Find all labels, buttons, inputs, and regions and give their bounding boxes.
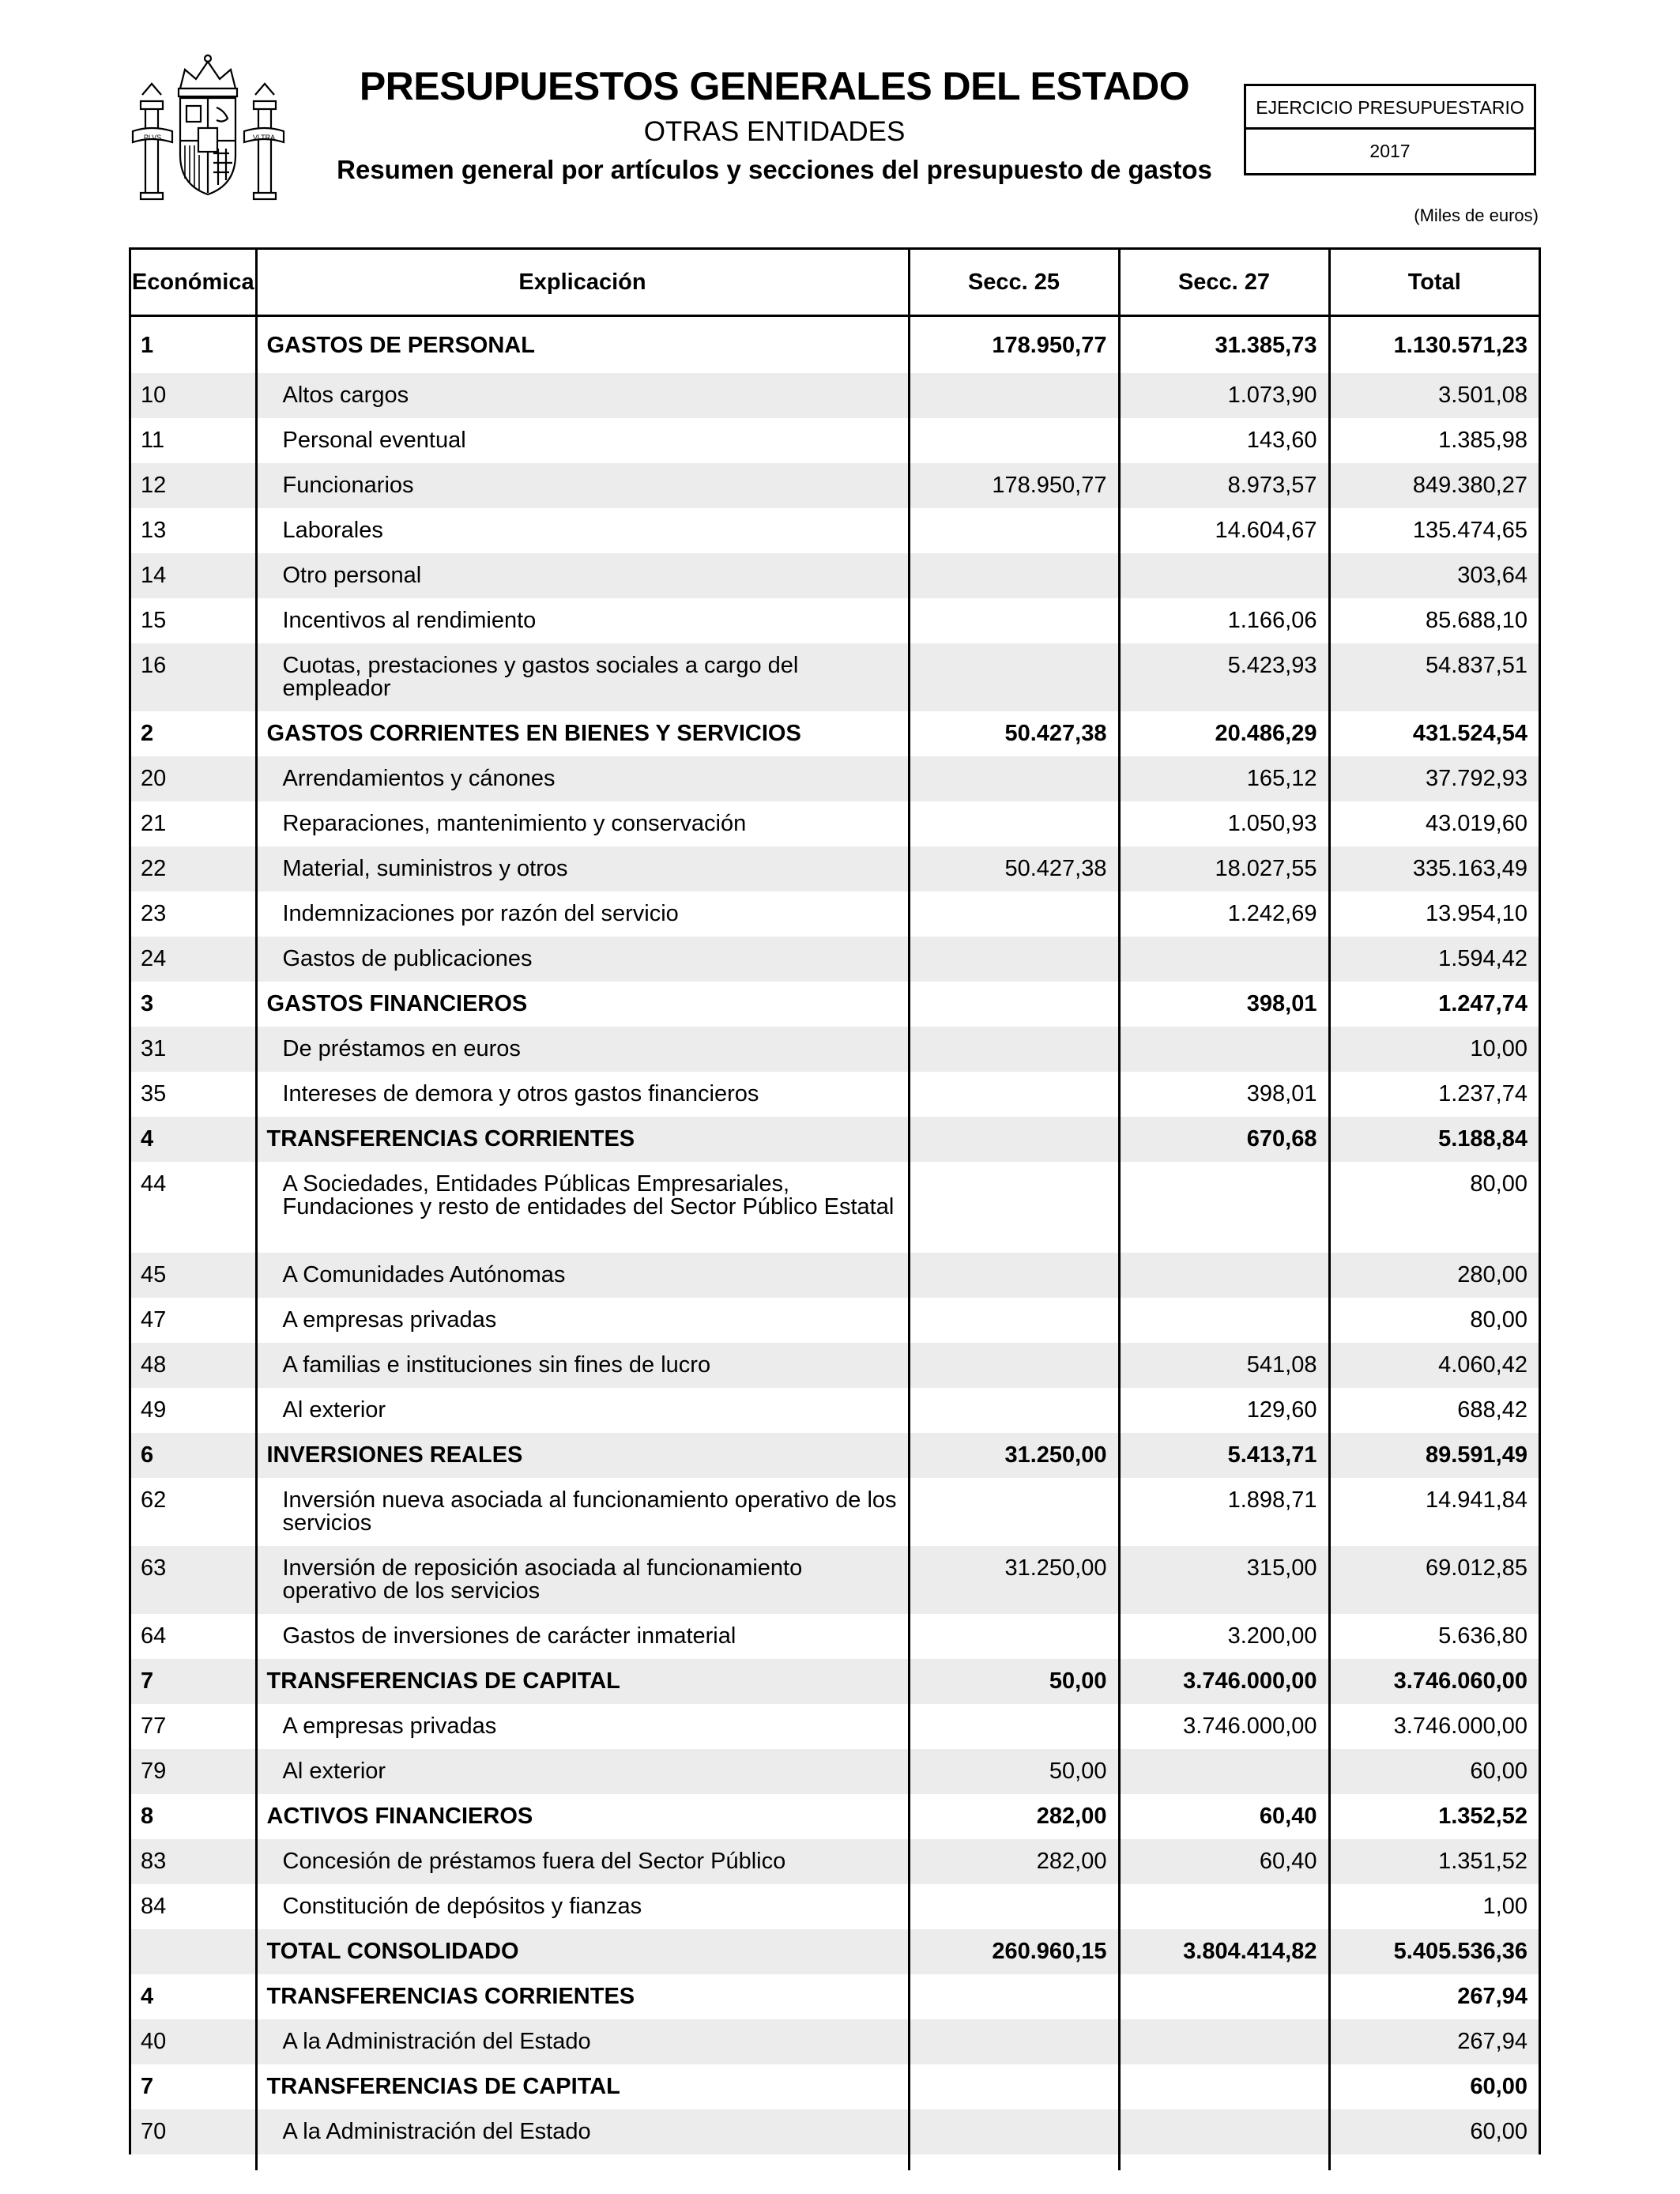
table-row <box>131 316 1539 374</box>
cell-secc25 <box>909 2109 1119 2154</box>
cell-explicacion: Gastos de inversiones de carácter inmaterial <box>256 1614 909 1659</box>
table-row <box>131 1343 1539 1388</box>
cell-economica: 12 <box>131 463 256 508</box>
cell-economica: 83 <box>131 1839 256 1884</box>
cell-secc25 <box>909 801 1119 846</box>
cell-explicacion: Laborales <box>256 508 909 553</box>
cell-economica: 7 <box>131 1659 256 1704</box>
cell-secc25 <box>909 1704 1119 1749</box>
cell-secc25 <box>909 1884 1119 1929</box>
cell-total: 1.247,74 <box>1438 991 1527 1016</box>
cell-secc27 <box>1119 553 1329 598</box>
cell-secc25: 260.960,15 <box>909 1929 1119 1974</box>
cell-total: 1.594,42 <box>1329 937 1539 982</box>
cell-total: 85.688,10 <box>1425 608 1527 633</box>
cell-economica: 48 <box>131 1343 256 1388</box>
cell-explicacion: Arrendamientos y cánones <box>256 756 909 801</box>
cell-secc27: 315,00 <box>1119 1546 1329 1614</box>
cell-secc25: 31.250,00 <box>909 1546 1119 1614</box>
cell-secc25 <box>909 1614 1119 1659</box>
cell-explicacion: TRANSFERENCIAS CORRIENTES <box>256 1974 909 2019</box>
cell-explicacion: A familias e instituciones sin fines de lucro <box>256 1343 909 1388</box>
cell-explicacion: Concesión de préstamos fuera del Sector Público <box>256 1839 909 1884</box>
cell-secc27: 1.242,69 <box>1119 892 1329 937</box>
cell-total: 1.237,74 <box>1438 1081 1527 1106</box>
cell-secc25 <box>909 1027 1119 1072</box>
cell-total: 80,00 <box>1470 1307 1527 1333</box>
cell-explicacion: Funcionarios <box>256 463 909 508</box>
table-row <box>131 2109 1539 2154</box>
cell-explicacion: Al exterior <box>256 1388 909 1433</box>
cell-economica: 45 <box>131 1253 256 1298</box>
cell-secc25 <box>909 1974 1119 2019</box>
cell-explicacion: Reparaciones, mantenimiento y conservación <box>256 801 909 846</box>
cell-economica: 84 <box>131 1884 256 1929</box>
table-row <box>131 373 1539 418</box>
cell-secc27: 18.027,55 <box>1119 846 1329 892</box>
cell-secc25 <box>909 643 1119 711</box>
table-row <box>131 1298 1539 1343</box>
cell-secc25 <box>909 1253 1119 1298</box>
cell-explicacion: A empresas privadas <box>256 1704 909 1749</box>
cell-total: 267,94 <box>1457 1984 1527 2009</box>
cell-secc25 <box>909 937 1119 982</box>
cell-explicacion: A la Administración del Estado <box>256 2019 909 2064</box>
cell-secc25 <box>909 982 1119 1027</box>
coat-of-arms-emblem <box>131 52 285 210</box>
cell-secc25 <box>909 1117 1119 1162</box>
cell-explicacion: INVERSIONES REALES <box>256 1433 909 1478</box>
cell-economica: 63 <box>131 1546 256 1614</box>
cell-economica: 44 <box>131 1162 256 1253</box>
cell-explicacion: Indemnizaciones por razón del servicio <box>256 892 909 937</box>
cell-total: 4.060,42 <box>1329 1343 1539 1388</box>
cell-economica: 47 <box>131 1298 256 1343</box>
cell-economica: 49 <box>131 1388 256 1433</box>
cell-total: 37.792,93 <box>1329 756 1539 801</box>
cell-total: 13.954,10 <box>1425 901 1527 926</box>
cell-secc27 <box>1119 2109 1329 2154</box>
cell-secc25: 50,00 <box>909 1749 1119 1794</box>
cell-secc27: 5.413,71 <box>1119 1433 1329 1478</box>
cell-economica: 77 <box>131 1704 256 1749</box>
cell-secc27: 1.050,93 <box>1119 801 1329 846</box>
cell-economica: 62 <box>131 1478 256 1546</box>
cell-secc27: 3.746.000,00 <box>1119 1704 1329 1749</box>
table-row <box>131 1253 1539 1298</box>
cell-secc27: 14.604,67 <box>1119 508 1329 553</box>
cell-secc25: 50.427,38 <box>909 711 1119 756</box>
cell-economica: 3 <box>131 982 256 1027</box>
table-row <box>131 1794 1539 1839</box>
cell-secc25: 178.950,77 <box>909 463 1119 508</box>
cell-secc27: 60,40 <box>1119 1794 1329 1839</box>
cell-economica: 40 <box>131 2019 256 2064</box>
cell-economica: 20 <box>131 756 256 801</box>
table-row <box>131 418 1539 463</box>
cell-explicacion: A Comunidades Autónomas <box>256 1253 909 1298</box>
table-row <box>131 1974 1539 2019</box>
page-description: Resumen general por artículos y secciones del presupuesto de gastos <box>337 155 1212 184</box>
cell-explicacion: TRANSFERENCIAS DE CAPITAL <box>256 2064 909 2109</box>
cell-secc27: 31.385,73 <box>1119 316 1329 374</box>
cell-secc27: 1.898,71 <box>1119 1478 1329 1546</box>
table-row <box>131 1546 1539 1614</box>
cell-economica: 31 <box>131 1027 256 1072</box>
column-header-economica: Económica <box>131 250 256 316</box>
cell-total: 280,00 <box>1329 1253 1539 1298</box>
cell-secc25 <box>909 1072 1119 1117</box>
cell-total: 54.837,51 <box>1329 643 1539 711</box>
cell-economica: 2 <box>131 711 256 756</box>
cell-total: 135.474,65 <box>1412 518 1527 543</box>
filler-cell <box>256 2154 909 2170</box>
cell-explicacion: Inversión de reposición asociada al funcionamiento operativo de los servicios <box>256 1546 909 1614</box>
cell-total: 5.405.536,36 <box>1329 1929 1539 1974</box>
cell-secc27: 8.973,57 <box>1119 463 1329 508</box>
table-row <box>131 1659 1539 1704</box>
cell-explicacion: Cuotas, prestaciones y gastos sociales a cargo del empleador <box>256 643 909 711</box>
cell-secc25 <box>909 1388 1119 1433</box>
cell-secc25 <box>909 756 1119 801</box>
cell-total: 69.012,85 <box>1329 1546 1539 1614</box>
svg-text:VLTRA: VLTRA <box>252 134 276 141</box>
table-row <box>131 801 1539 846</box>
cell-economica: 11 <box>131 418 256 463</box>
cell-explicacion: Inversión nueva asociada al funcionamiento operativo de los servicios <box>256 1478 909 1546</box>
cell-explicacion: A la Administración del Estado <box>256 2109 909 2154</box>
cell-economica: 8 <box>131 1794 256 1839</box>
table-body <box>131 316 1539 2171</box>
cell-total: 89.591,49 <box>1329 1433 1539 1478</box>
cell-explicacion: GASTOS CORRIENTES EN BIENES Y SERVICIOS <box>256 711 909 756</box>
cell-total: 688,42 <box>1457 1397 1527 1423</box>
budget-table-frame <box>129 247 1541 2154</box>
table-row <box>131 1704 1539 1749</box>
ejercicio-label: EJERCICIO PRESUPUESTARIO <box>1246 86 1534 130</box>
cell-explicacion: GASTOS DE PERSONAL <box>256 316 909 374</box>
table-row <box>131 756 1539 801</box>
table-row <box>131 937 1539 982</box>
units-note: (Miles de euros) <box>1414 205 1539 225</box>
cell-explicacion: Al exterior <box>256 1749 909 1794</box>
table-row <box>131 1388 1539 1433</box>
cell-secc27: 5.423,93 <box>1119 643 1329 711</box>
cell-secc27: 398,01 <box>1119 1072 1329 1117</box>
table-row <box>131 553 1539 598</box>
table-row <box>131 1433 1539 1478</box>
cell-explicacion: TRANSFERENCIAS DE CAPITAL <box>256 1659 909 1704</box>
table-row <box>131 463 1539 508</box>
cell-secc25 <box>909 1298 1119 1343</box>
table-row <box>131 2019 1539 2064</box>
cell-secc25 <box>909 1162 1119 1253</box>
cell-economica: 13 <box>131 508 256 553</box>
table-row <box>131 711 1539 756</box>
table-row <box>131 1929 1539 1974</box>
cell-economica: 4 <box>131 1117 256 1162</box>
cell-total: 849.380,27 <box>1329 463 1539 508</box>
cell-explicacion: Altos cargos <box>256 373 909 418</box>
cell-secc27 <box>1119 1162 1329 1253</box>
cell-economica: 4 <box>131 1974 256 2019</box>
cell-economica: 1 <box>131 316 256 374</box>
cell-total: 14.941,84 <box>1425 1487 1527 1513</box>
table-row <box>131 892 1539 937</box>
cell-economica: 23 <box>131 892 256 937</box>
cell-secc27 <box>1119 937 1329 982</box>
cell-secc25 <box>909 1478 1119 1546</box>
cell-total: 267,94 <box>1329 2019 1539 2064</box>
filler-cell <box>131 2154 256 2170</box>
cell-economica: 24 <box>131 937 256 982</box>
cell-secc27 <box>1119 1884 1329 1929</box>
cell-secc25: 282,00 <box>909 1839 1119 1884</box>
cell-economica: 22 <box>131 846 256 892</box>
cell-economica: 16 <box>131 643 256 711</box>
cell-secc25: 282,00 <box>909 1794 1119 1839</box>
table-row <box>131 1162 1539 1253</box>
cell-secc27 <box>1119 1027 1329 1072</box>
table-row <box>131 1749 1539 1794</box>
cell-explicacion: TRANSFERENCIAS CORRIENTES <box>256 1117 909 1162</box>
cell-economica: 21 <box>131 801 256 846</box>
cell-secc25 <box>909 508 1119 553</box>
cell-economica: 35 <box>131 1072 256 1117</box>
table-row <box>131 846 1539 892</box>
cell-economica: 79 <box>131 1749 256 1794</box>
cell-secc27: 20.486,29 <box>1119 711 1329 756</box>
cell-secc25 <box>909 373 1119 418</box>
cell-secc27 <box>1119 2064 1329 2109</box>
cell-secc25 <box>909 553 1119 598</box>
cell-total: 1.351,52 <box>1329 1839 1539 1884</box>
cell-total: 1,00 <box>1482 1894 1527 1919</box>
cell-total: 5.188,84 <box>1329 1117 1539 1162</box>
cell-total: 10,00 <box>1329 1027 1539 1072</box>
cell-total: 80,00 <box>1470 1171 1527 1197</box>
cell-total: 335.163,49 <box>1329 846 1539 892</box>
cell-total: 60,00 <box>1329 2109 1539 2154</box>
cell-secc27: 541,08 <box>1119 1343 1329 1388</box>
table-row <box>131 508 1539 553</box>
cell-secc27: 165,12 <box>1119 756 1329 801</box>
ejercicio-box <box>1244 84 1536 175</box>
cell-secc27: 1.166,06 <box>1119 598 1329 643</box>
table-row <box>131 1478 1539 1546</box>
table-row <box>131 1027 1539 1072</box>
cell-explicacion: A empresas privadas <box>256 1298 909 1343</box>
cell-economica: 14 <box>131 553 256 598</box>
table-row <box>131 643 1539 711</box>
cell-economica: 6 <box>131 1433 256 1478</box>
cell-total: 1.352,52 <box>1438 1804 1527 1829</box>
budget-table <box>131 250 1539 2170</box>
cell-secc27: 143,60 <box>1119 418 1329 463</box>
cell-economica: 10 <box>131 373 256 418</box>
table-header-row <box>131 250 1539 316</box>
cell-explicacion: ACTIVOS FINANCIEROS <box>256 1794 909 1839</box>
cell-secc27: 3.746.000,00 <box>1119 1659 1329 1704</box>
ejercicio-year: 2017 <box>1369 141 1411 161</box>
cell-economica: 70 <box>131 2109 256 2154</box>
filler-cell <box>1119 2154 1329 2170</box>
table-filler-row <box>131 2154 1539 2170</box>
column-header-secc25: Secc. 25 <box>909 250 1119 316</box>
table-row <box>131 1072 1539 1117</box>
filler-cell <box>909 2154 1119 2170</box>
cell-explicacion: A Sociedades, Entidades Públicas Empresariales, Fundaciones y resto de entidades del Sector Público Estatal <box>256 1162 909 1253</box>
cell-secc25: 50.427,38 <box>909 846 1119 892</box>
table-row <box>131 982 1539 1027</box>
table-row <box>131 1839 1539 1884</box>
cell-secc27: 3.200,00 <box>1119 1614 1329 1659</box>
cell-economica: 15 <box>131 598 256 643</box>
table-row <box>131 1884 1539 1929</box>
cell-explicacion: Intereses de demora y otros gastos financieros <box>256 1072 909 1117</box>
cell-economica: 7 <box>131 2064 256 2109</box>
cell-secc25: 31.250,00 <box>909 1433 1119 1478</box>
column-header-explicacion: Explicación <box>256 250 909 316</box>
page-title: PRESUPUESTOS GENERALES DEL ESTADO <box>359 64 1190 108</box>
cell-secc25: 178.950,77 <box>909 316 1119 374</box>
cell-secc25 <box>909 892 1119 937</box>
cell-secc27 <box>1119 1749 1329 1794</box>
cell-economica: 64 <box>131 1614 256 1659</box>
cell-total: 1.130.571,23 <box>1393 333 1527 358</box>
cell-total: 43.019,60 <box>1425 811 1527 836</box>
cell-secc27: 398,01 <box>1119 982 1329 1027</box>
cell-secc27: 60,40 <box>1119 1839 1329 1884</box>
cell-total: 303,64 <box>1329 553 1539 598</box>
cell-secc27 <box>1119 1253 1329 1298</box>
cell-secc25 <box>909 2019 1119 2064</box>
cell-explicacion: TOTAL CONSOLIDADO <box>256 1929 909 1974</box>
cell-secc27 <box>1119 2019 1329 2064</box>
cell-economica <box>131 1929 256 1974</box>
cell-explicacion: Material, suministros y otros <box>256 846 909 892</box>
cell-total: 431.524,54 <box>1412 721 1527 746</box>
cell-total: 3.746.060,00 <box>1329 1659 1539 1704</box>
cell-explicacion: Gastos de publicaciones <box>256 937 909 982</box>
table-row <box>131 2064 1539 2109</box>
cell-secc25 <box>909 2064 1119 2109</box>
cell-total: 60,00 <box>1329 1749 1539 1794</box>
cell-explicacion: De préstamos en euros <box>256 1027 909 1072</box>
cell-secc27: 3.804.414,82 <box>1119 1929 1329 1974</box>
cell-secc25 <box>909 418 1119 463</box>
cell-total: 3.501,08 <box>1329 373 1539 418</box>
table-row <box>131 1614 1539 1659</box>
column-header-total: Total <box>1329 250 1539 316</box>
table-row <box>131 1117 1539 1162</box>
table-row <box>131 598 1539 643</box>
cell-secc27: 129,60 <box>1119 1388 1329 1433</box>
cell-secc27: 670,68 <box>1119 1117 1329 1162</box>
cell-total: 3.746.000,00 <box>1393 1713 1527 1739</box>
cell-explicacion: Incentivos al rendimiento <box>256 598 909 643</box>
cell-total: 1.385,98 <box>1438 428 1527 453</box>
cell-explicacion: Personal eventual <box>256 418 909 463</box>
svg-text:PLVS: PLVS <box>143 134 162 141</box>
cell-total: 5.636,80 <box>1438 1623 1527 1649</box>
filler-cell <box>1329 2154 1539 2170</box>
cell-secc27 <box>1119 1298 1329 1343</box>
cell-explicacion: Constitución de depósitos y fianzas <box>256 1884 909 1929</box>
cell-secc25: 50,00 <box>909 1659 1119 1704</box>
cell-secc27: 1.073,90 <box>1119 373 1329 418</box>
cell-secc25 <box>909 598 1119 643</box>
page-subtitle: OTRAS ENTIDADES <box>643 116 906 147</box>
cell-secc27 <box>1119 1974 1329 2019</box>
column-header-secc27: Secc. 27 <box>1119 250 1329 316</box>
cell-total: 60,00 <box>1470 2074 1527 2099</box>
cell-explicacion: GASTOS FINANCIEROS <box>256 982 909 1027</box>
cell-secc25 <box>909 1343 1119 1388</box>
cell-explicacion: Otro personal <box>256 553 909 598</box>
